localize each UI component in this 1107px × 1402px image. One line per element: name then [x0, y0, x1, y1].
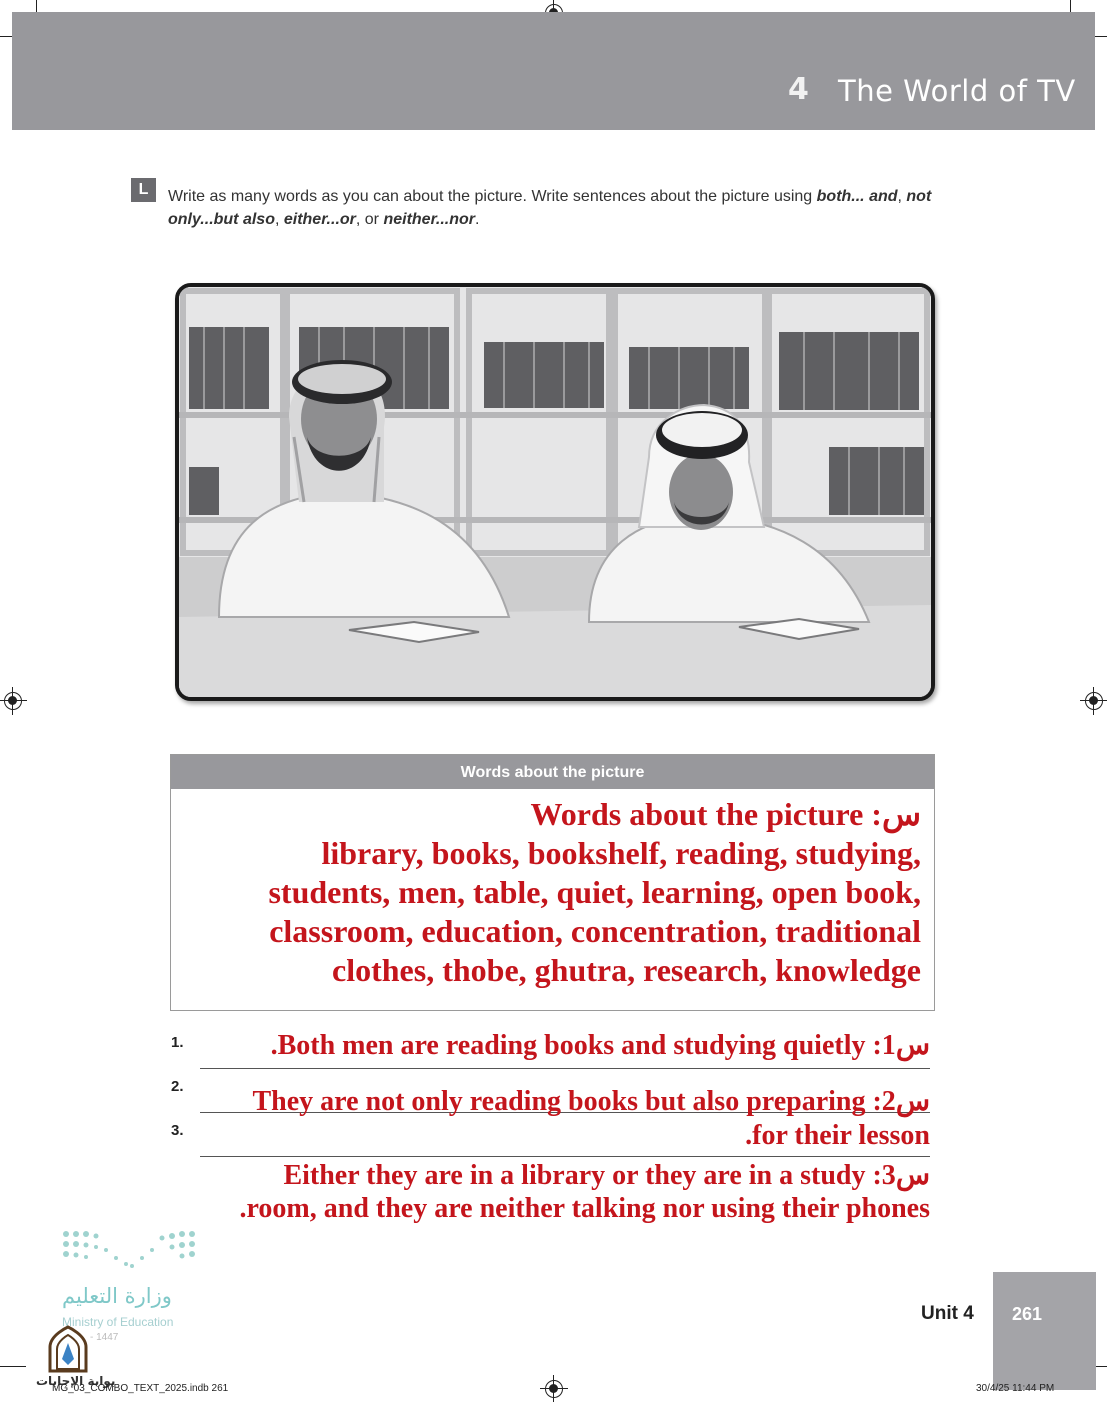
- registration-mark-icon: [1085, 692, 1103, 710]
- ministry-name-arabic: وزارة التعليم: [62, 1284, 172, 1308]
- print-timestamp: 30/4/25 11:44 PM: [976, 1383, 1055, 1394]
- page-number: 261: [1011, 1304, 1043, 1324]
- answers-portal-label: بوابة الإجابات: [36, 1374, 116, 1388]
- chapter-title: The World of TV: [838, 74, 1076, 108]
- library-scene-illustration: [179, 287, 931, 697]
- ministry-logo-dots-icon: [60, 1228, 200, 1276]
- instruction-keyword: either...or: [283, 211, 356, 228]
- instruction-text: ,: [897, 188, 907, 205]
- answer-line: classroom, education, concentration, traditional: [269, 913, 921, 949]
- edition-year: - 1447: [90, 1332, 119, 1343]
- instruction-keyword: neither...nor: [383, 211, 476, 228]
- chapter-number: 4: [788, 72, 809, 107]
- ministry-name-english: Ministry of Education: [62, 1315, 174, 1329]
- words-box-heading: Words about the picture: [171, 755, 934, 789]
- exercise-instruction: [168, 185, 948, 231]
- registration-mark-icon: [4, 692, 22, 710]
- unit-label: Unit 4: [921, 1303, 974, 1324]
- instruction-text: .: [475, 211, 480, 228]
- sentence-number: 1.: [171, 1034, 184, 1051]
- sentence-answer: They are not only reading books but also preparing :2س: [252, 1086, 930, 1117]
- sentence-answer: Either they are in a library or they are in a study :3س: [283, 1160, 930, 1191]
- instruction-text: ,: [274, 211, 284, 228]
- sentence-number: 3.: [171, 1122, 184, 1139]
- library-photo: [175, 283, 935, 701]
- chapter-header-band: [12, 12, 1095, 130]
- words-answer: [171, 795, 921, 990]
- answers-portal-emblem-icon: [46, 1325, 90, 1375]
- instruction-text: Write as many words as you can about the picture. Write sentences about the picture using: [168, 188, 817, 205]
- writing-line: [200, 1156, 930, 1157]
- instruction-keyword: both... and: [816, 188, 898, 205]
- sentence-number: 2.: [171, 1078, 184, 1095]
- instruction-keyword: not only...but also: [168, 188, 932, 228]
- writing-line: [200, 1068, 930, 1069]
- print-file-slug: MG_03_COMBO_TEXT_2025.indb 261: [52, 1383, 229, 1394]
- answer-line: clothes, thobe, ghutra, research, knowledge: [331, 952, 921, 988]
- exercise-letter-badge: L: [131, 178, 156, 202]
- answer-line: library, books, bookshelf, reading, studying,: [321, 835, 921, 871]
- instruction-text: , or: [355, 211, 384, 228]
- registration-mark-icon: [545, 1380, 563, 1398]
- words-about-picture-box: [170, 754, 935, 1011]
- page-number-box: [993, 1272, 1096, 1390]
- sentence-answer: .room, and they are neither talking nor using their phones: [239, 1193, 930, 1224]
- answer-line: students, men, table, quiet, learning, open book,: [268, 874, 921, 910]
- crop-mark: [0, 1366, 26, 1367]
- sentence-answer: .for their lesson: [745, 1120, 930, 1151]
- sentence-answer: .Both men are reading books and studying quietly :1س: [270, 1030, 930, 1061]
- answer-line: Words about the picture :س: [530, 796, 921, 832]
